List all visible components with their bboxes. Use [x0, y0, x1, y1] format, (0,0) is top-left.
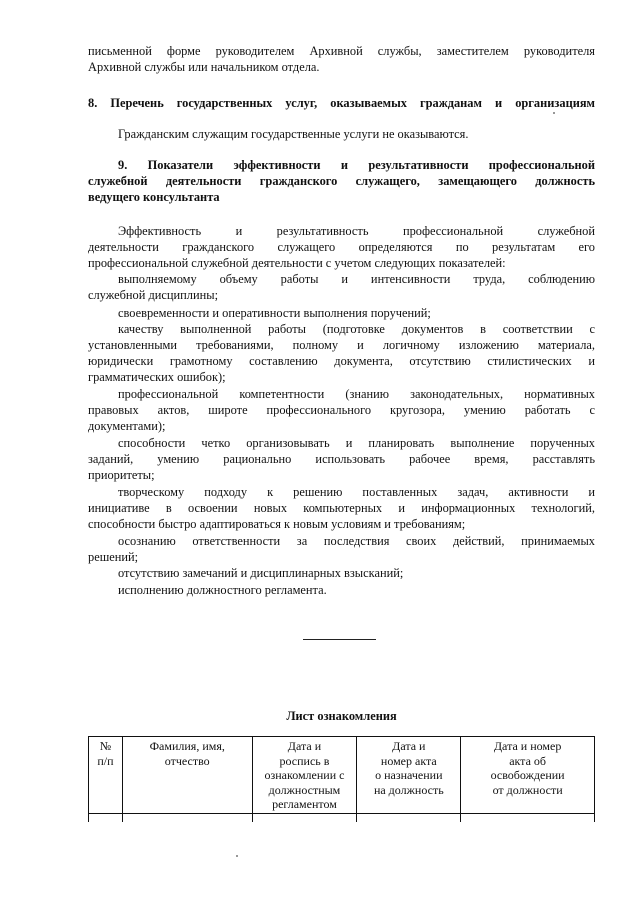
header-appointment-act [357, 737, 461, 814]
header-line: отчество [164, 753, 210, 768]
section-8-heading: 8. Перечень государственных услуг, оказываемых гражданам и организациям [88, 96, 595, 110]
section-9-heading-line-3: ведущего консультанта [88, 190, 220, 204]
table-cell [357, 813, 461, 822]
header-line: Дата и [287, 739, 322, 753]
lead-line-1: Эффективность и результативность профессиональной служебной [118, 224, 595, 238]
section-9-heading-line-1: 9. Показатели эффективности и результативности профессиональной [118, 158, 595, 172]
indicator-3-line-2: установленными требованиями, полному и логичному изложению материала, [88, 338, 595, 352]
indicator-9-line-1: исполнению должностного регламента. [118, 583, 327, 597]
header-line: роспись в [279, 753, 330, 768]
acquaintance-table [88, 736, 595, 822]
table-cell [461, 813, 595, 822]
header-line: от должности [492, 782, 563, 797]
table-cell [122, 813, 252, 822]
header-acquaintance-date [252, 737, 357, 814]
indicator-6-line-3: способности быстро адаптироваться к новым условиям и требованиям; [88, 517, 466, 531]
table-header-row [89, 737, 595, 814]
header-line: на должность [373, 782, 444, 797]
indicator-7-line-2: решений; [88, 550, 139, 564]
header-line: номер акта [380, 753, 437, 768]
lead-line-2: деятельности гражданского служащего определяются по результатам его [88, 240, 595, 254]
header-line: регламентом [272, 797, 337, 811]
indicator-6-line-2: инициативе в освоении новых компьютерных и информационных технологий, [88, 501, 595, 515]
header-line: Дата и [392, 739, 426, 753]
indicator-5-line-3: приоритеты; [88, 468, 155, 482]
header-dismissal-act [461, 737, 595, 814]
header-number [89, 737, 123, 814]
section-8-text: Гражданским служащим государственные услуги не оказываются. [118, 127, 469, 141]
intro-line-1: письменной форме руководителем Архивной службы, заместителем руководителя [88, 44, 595, 58]
header-line: Фамилия, имя, [149, 739, 225, 753]
scan-speck [553, 112, 555, 114]
lead-line-3: профессиональной служебной деятельности с учетом следующих показателей: [88, 256, 506, 270]
indicator-8-line-1: отсутствию замечаний и дисциплинарных взысканий; [118, 566, 404, 580]
indicator-1-line-1: выполняемому объему работы и интенсивности труда, соблюдению [118, 272, 595, 286]
scan-speck [236, 855, 238, 857]
section-9-heading-line-2: служебной деятельности гражданского служащего, замещающего должность [88, 174, 595, 188]
header-line: № [99, 739, 112, 753]
header-line: о назначении [375, 768, 443, 782]
header-line: акта об [509, 753, 547, 768]
indicator-4-line-3: документами); [88, 419, 166, 433]
indicator-3-line-4: грамматических ошибок); [88, 370, 226, 384]
header-line: ознакомлении с [264, 768, 345, 782]
table-cell [252, 813, 357, 822]
table-row [89, 813, 595, 822]
header-line: освобождении [490, 768, 565, 782]
indicator-7-line-1: осознанию ответственности за последствия своих действий, принимаемых [118, 534, 595, 548]
intro-line-2: Архивной службы или начальником отдела. [88, 60, 320, 74]
header-line: п/п [97, 753, 114, 768]
separator-rule [303, 639, 376, 640]
indicator-5-line-2: заданий, умению рационально использовать рабочее время, расставлять [88, 452, 595, 466]
indicator-4-line-2: правовых актов, широте профессионального кругозора, умению работать с [88, 403, 595, 417]
indicator-3-line-1: качеству выполненной работы (подготовке документов в соответствии с [118, 322, 595, 336]
indicator-3-line-3: юридически грамотному составлению документа, отсутствию стилистических и [88, 354, 595, 368]
indicator-1-line-2: служебной дисциплины; [88, 288, 219, 302]
indicator-4-line-1: профессиональной компетентности (знанию законодательных, нормативных [118, 387, 595, 401]
indicator-5-line-1: способности четко организовывать и планировать выполнение порученных [118, 436, 595, 450]
header-line: Дата и номер [493, 739, 562, 753]
acquaintance-sheet-title: Лист ознакомления [286, 709, 397, 723]
indicator-2-line-1: своевременности и оперативности выполнения поручений; [118, 306, 431, 320]
header-line: должностным [268, 782, 341, 797]
header-full-name [122, 737, 252, 814]
indicator-6-line-1: творческому подходу к решению поставленных задач, активности и [118, 485, 595, 499]
table-cell [89, 813, 123, 822]
